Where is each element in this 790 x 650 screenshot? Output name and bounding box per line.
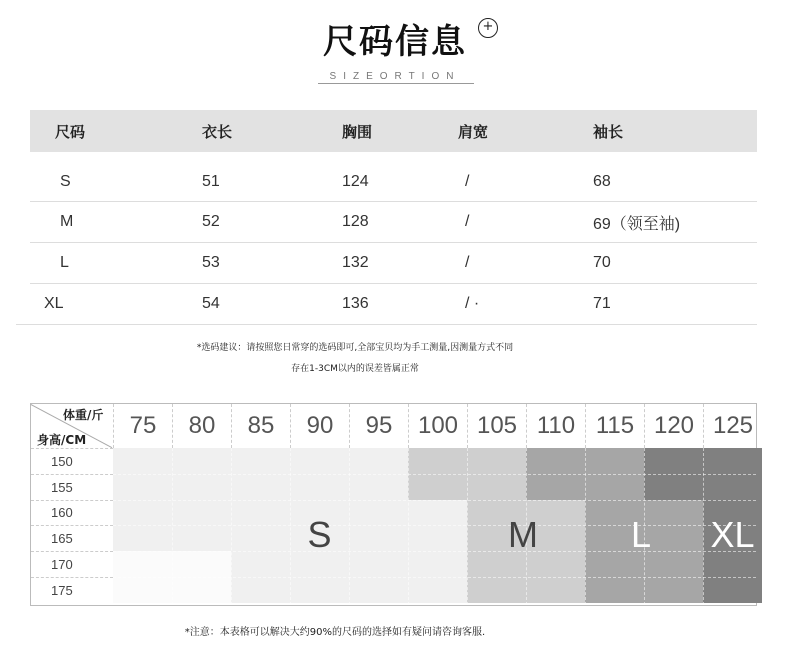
grid-line [349,448,350,605]
height-axis-label: 身高/CM [37,433,87,447]
weight-height-chart [30,403,757,606]
grid-line [113,551,756,552]
weight-header-cell: 115 [585,404,644,448]
size-advice-note: *选码建议：请按照您日常穿的选码即可,全部宝贝均为手工测量,因测量方式不同 [196,343,514,353]
table-disclaimer-note: *注意：本表格可以解决大约90%的尺码的选择如有疑问请咨询客服. [184,627,486,638]
grid-line [113,525,756,526]
cell-chest: 132 [342,254,369,271]
grid-line [231,448,232,605]
header-chest: 胸围 [342,123,373,141]
header-size: 尺码 [55,123,86,141]
cell-chest: 124 [342,172,369,190]
weight-header-cell: 95 [349,404,408,448]
height-row-label: 175 [31,577,113,603]
height-row-label: 150 [31,448,113,474]
cell-shoulder: / [465,213,470,230]
cell-shoulder: / [465,172,470,190]
size-zone-label: M [508,513,539,555]
size-zone-label: S [307,513,332,555]
header-sleeve: 袖长 [593,123,624,141]
cell-shoulder: / [465,254,470,271]
size-table [30,110,757,325]
size-zone-label: L [631,513,652,555]
cell-chest: 136 [342,295,369,312]
cell-sleeve: 68 [593,172,611,190]
cell-length: 51 [202,172,220,190]
cell-sleeve: 69（领至袖) [593,215,681,233]
cell-size: L [60,254,69,271]
grid-line [408,448,409,605]
grid-line [703,448,704,605]
page-title: 尺码信息 [323,22,467,62]
height-row-label: 160 [31,500,113,526]
tolerance-note: 存在1-3CM以内的误差皆属正常 [291,364,419,374]
cell-length: 52 [202,213,220,230]
height-row-label: 170 [31,551,113,577]
weight-header-cell: 120 [644,404,703,448]
cell-size: M [60,213,74,230]
cell-size: XL [44,295,64,312]
weight-header-cell: 125 [703,404,762,448]
header-shoulder: 肩宽 [458,123,489,141]
plus-circle-icon: + [478,18,498,38]
size-table-header [30,110,757,152]
height-row-label: 165 [31,525,113,551]
grid-line [290,448,291,605]
cell-length: 53 [202,254,220,271]
grid-line [113,500,756,501]
grid-line [172,448,173,605]
table-row [16,284,757,325]
table-row [30,152,757,202]
subtitle-underline [318,83,474,84]
size-zone-label: XL [710,513,755,555]
table-row [30,243,757,284]
cell-sleeve: 70 [593,254,611,271]
weight-header-cell: 100 [408,404,467,448]
height-row-label: 155 [31,474,113,500]
chart-corner [31,404,113,448]
weight-header-cell: 90 [290,404,349,448]
cell-sleeve: 71 [593,295,611,312]
cell-size: S [60,172,71,190]
table-row [30,202,757,243]
cell-length: 54 [202,295,220,312]
cell-shoulder: / · [465,295,480,312]
cell-chest: 128 [342,213,369,230]
weight-header-cell: 80 [172,404,231,448]
grid-line [585,448,586,605]
weight-axis-label: 体重/斤 [63,408,104,422]
weight-header-cell: 75 [113,404,172,448]
weight-header-cell: 85 [231,404,290,448]
grid-line [467,448,468,605]
page-subtitle: SIZEORTION [329,71,461,82]
weight-header-cell: 110 [526,404,585,448]
grid-line [113,577,756,578]
weight-header-cell: 105 [467,404,526,448]
header-length: 衣长 [202,123,233,141]
grid-line [113,474,756,475]
